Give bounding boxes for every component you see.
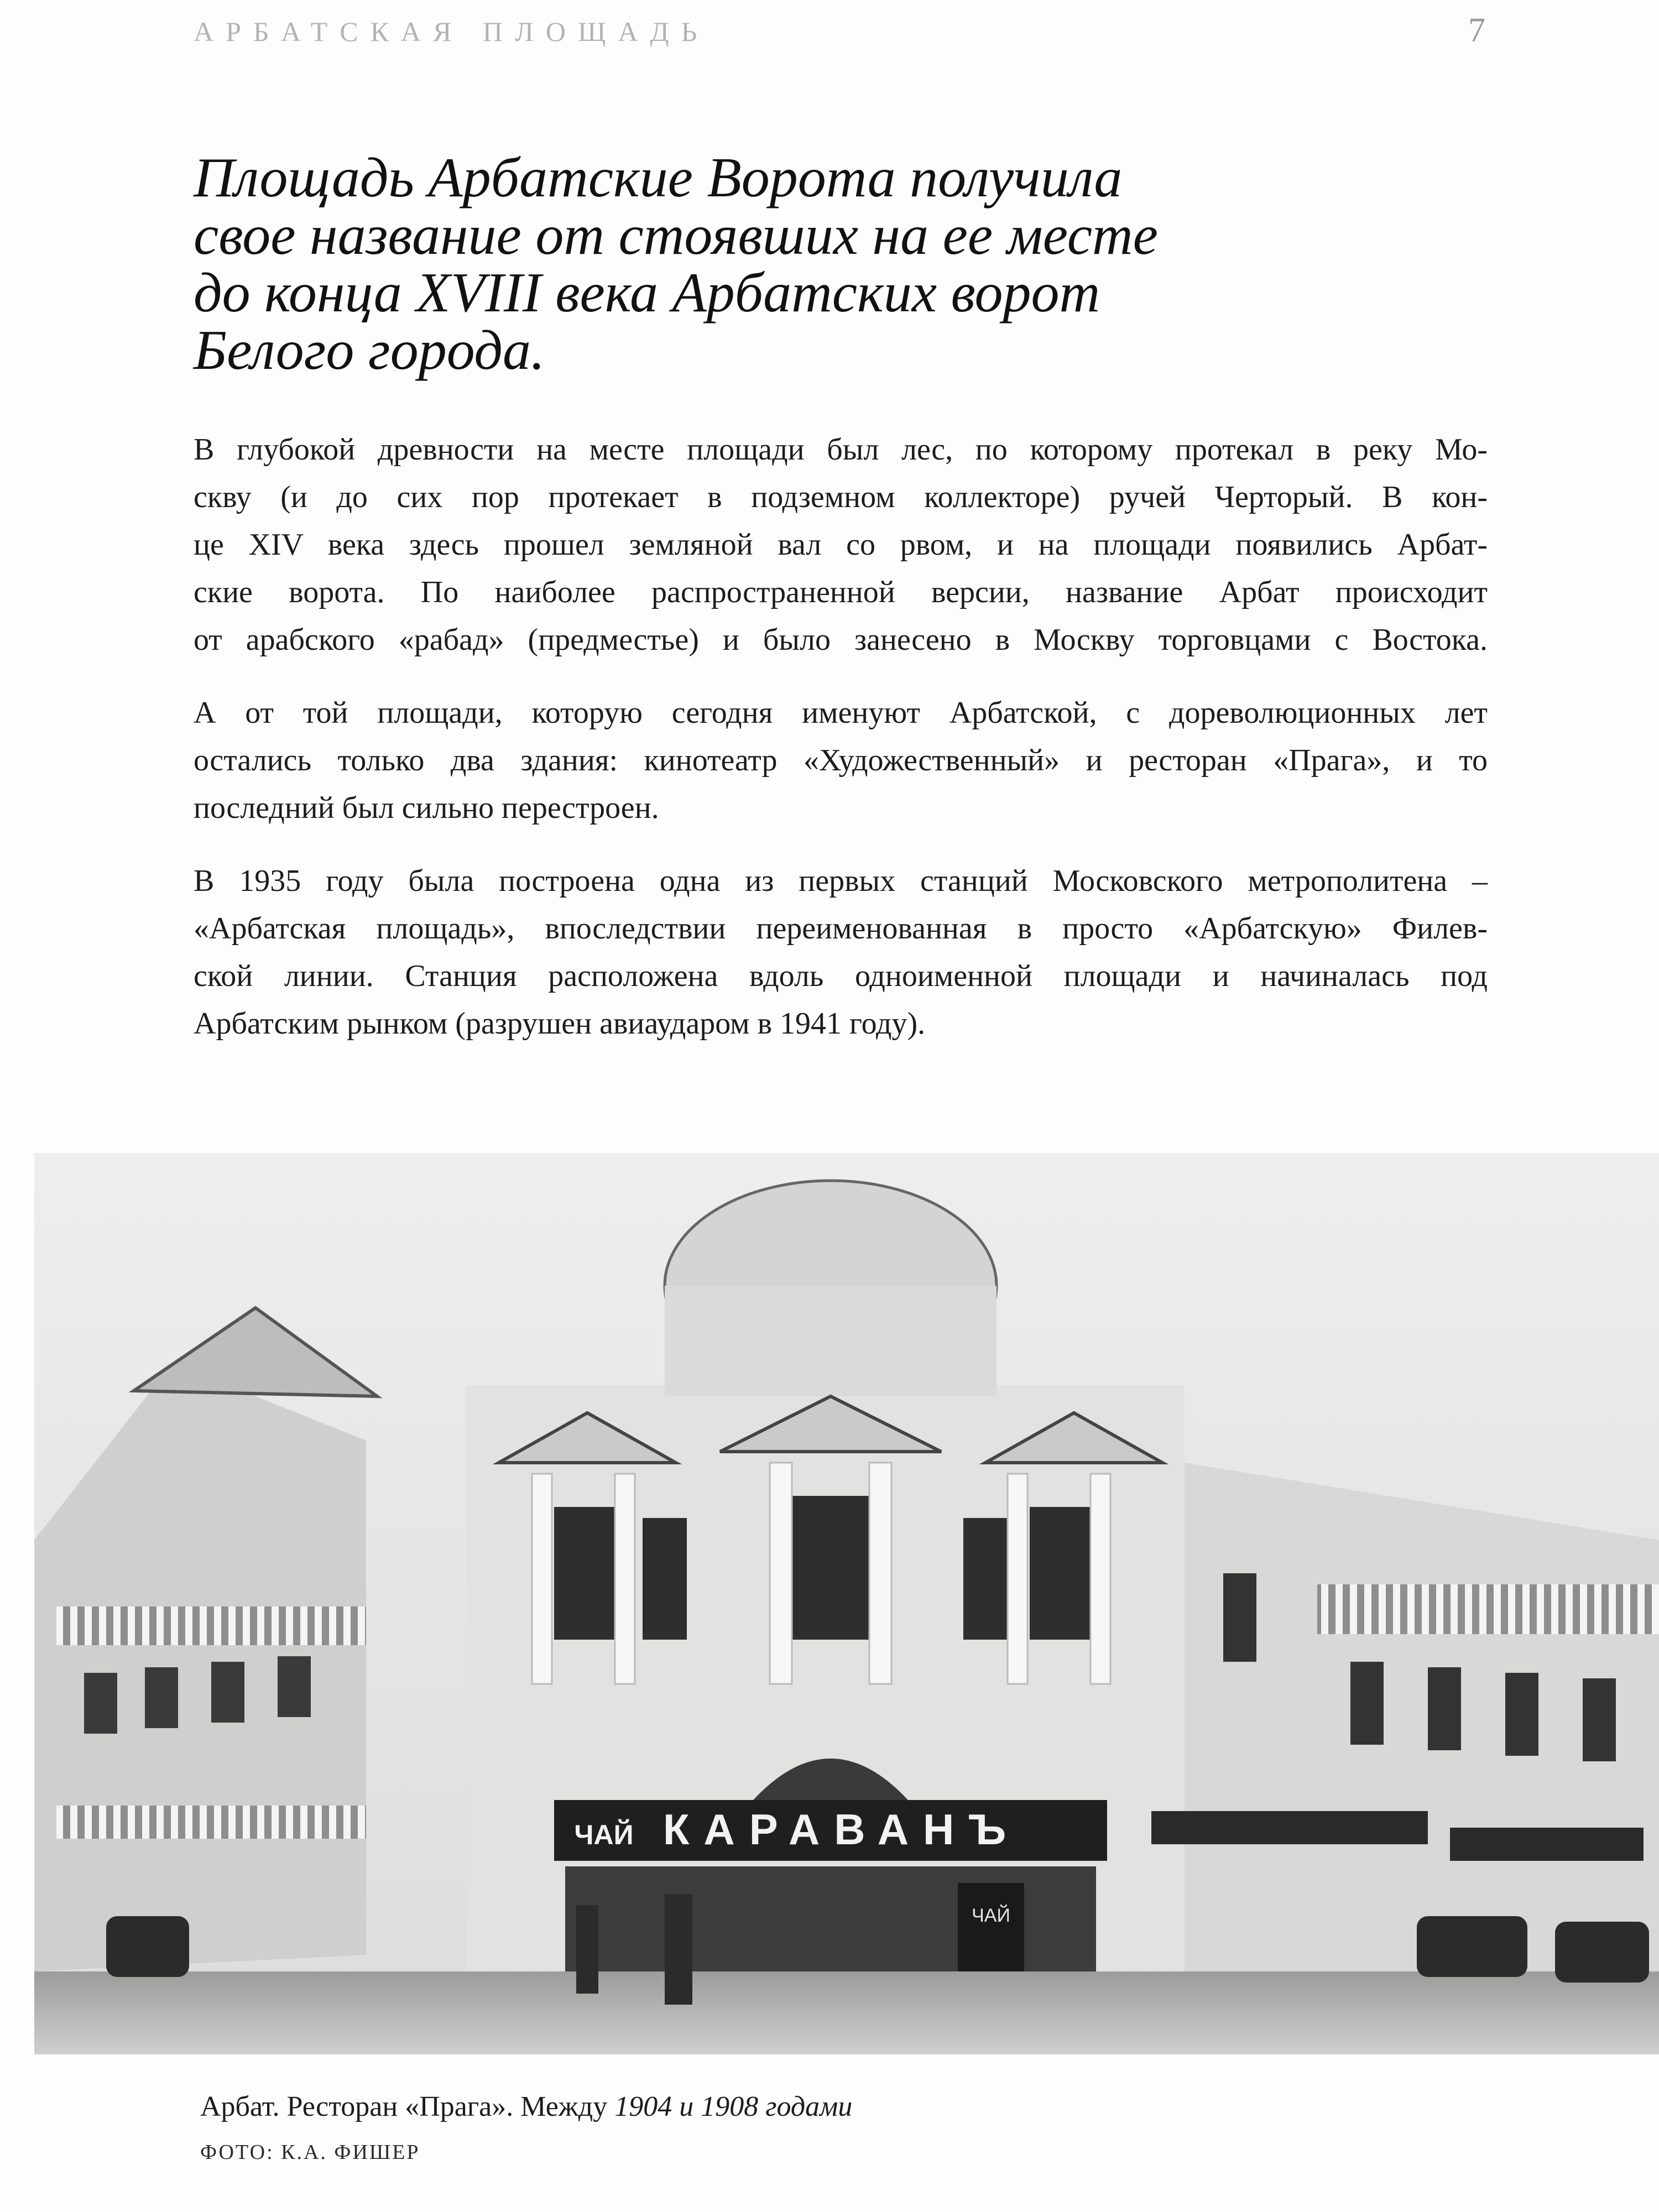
text-line: последний был сильно перестроен. bbox=[194, 791, 659, 825]
sign-tea-small: ЧАЙ bbox=[972, 1905, 1010, 1926]
lead-line: до конца XVIII века Арбатских ворот bbox=[194, 262, 1100, 324]
text-line: це XIV века здесь прошел земляной вал со рвом, и на площади появились Арбат- bbox=[194, 528, 1488, 562]
text-line: остались только два здания: кинотеатр «Художественный» и ресторан «Прага», и то bbox=[194, 743, 1488, 778]
text-line: от арабского «рабад» (предместье) и было занесено в Москву торговцами с Востока. bbox=[194, 623, 1488, 657]
page-number: 7 bbox=[1468, 12, 1485, 49]
lead-paragraph bbox=[194, 147, 1244, 382]
text-line: А от той площади, которую сегодня именуют Арбатской, с дореволюционных лет bbox=[194, 696, 1488, 730]
photo-illustration bbox=[34, 1153, 1659, 2054]
street bbox=[34, 1971, 1659, 2054]
paragraph-1 bbox=[194, 426, 1488, 664]
caption-text: Арбат. Ресторан «Прага». Между bbox=[200, 2091, 615, 2122]
caption-date: 1904 и 1908 годами bbox=[614, 2091, 853, 2122]
left-lower-awning bbox=[56, 1806, 366, 1839]
right-awning bbox=[1317, 1584, 1659, 1634]
text-line: «Арбатская площадь», впоследствии переименованная в просто «Арбатскую» Филев- bbox=[194, 911, 1488, 946]
body-text bbox=[194, 426, 1488, 1073]
paragraph-3 bbox=[194, 857, 1488, 1047]
paragraph-2 bbox=[194, 689, 1488, 832]
lead-line: Площадь Арбатские Ворота получила bbox=[194, 147, 1123, 209]
text-line: Арбатским рынком (разрушен авиаударом в 1941 году). bbox=[194, 1006, 926, 1041]
photo-credit: ФОТО: К.А. ФИШЕР bbox=[200, 2141, 420, 2164]
left-awning bbox=[56, 1606, 366, 1645]
text-line: ской линии. Станция расположена вдоль одноименной площади и начиналась под bbox=[194, 959, 1488, 993]
text-line: скву (и до сих пор протекает в подземном коллекторе) ручей Черторый. В кон- bbox=[194, 480, 1488, 514]
text-line: В глубокой древности на месте площади был лес, по которому протекал в реку Мо- bbox=[194, 432, 1488, 467]
running-title: АРБАТСКАЯ ПЛОЩАДЬ bbox=[194, 16, 709, 47]
lead-line: Белого города. bbox=[194, 319, 545, 382]
lead-line: свое название от стоявших на ее месте bbox=[194, 204, 1158, 267]
text-line: ские ворота. По наиболее распространенной версии, название Арбат происходит bbox=[194, 575, 1488, 609]
sign-tea: ЧАЙ bbox=[574, 1819, 634, 1850]
photo-caption bbox=[200, 2090, 852, 2123]
sign-karavan: КАРАВАНЪ bbox=[662, 1805, 1021, 1854]
historic-photo-prague-restaurant bbox=[34, 1153, 1659, 2054]
text-line: В 1935 году была построена одна из первых станций Московского метрополитена – bbox=[194, 864, 1488, 898]
